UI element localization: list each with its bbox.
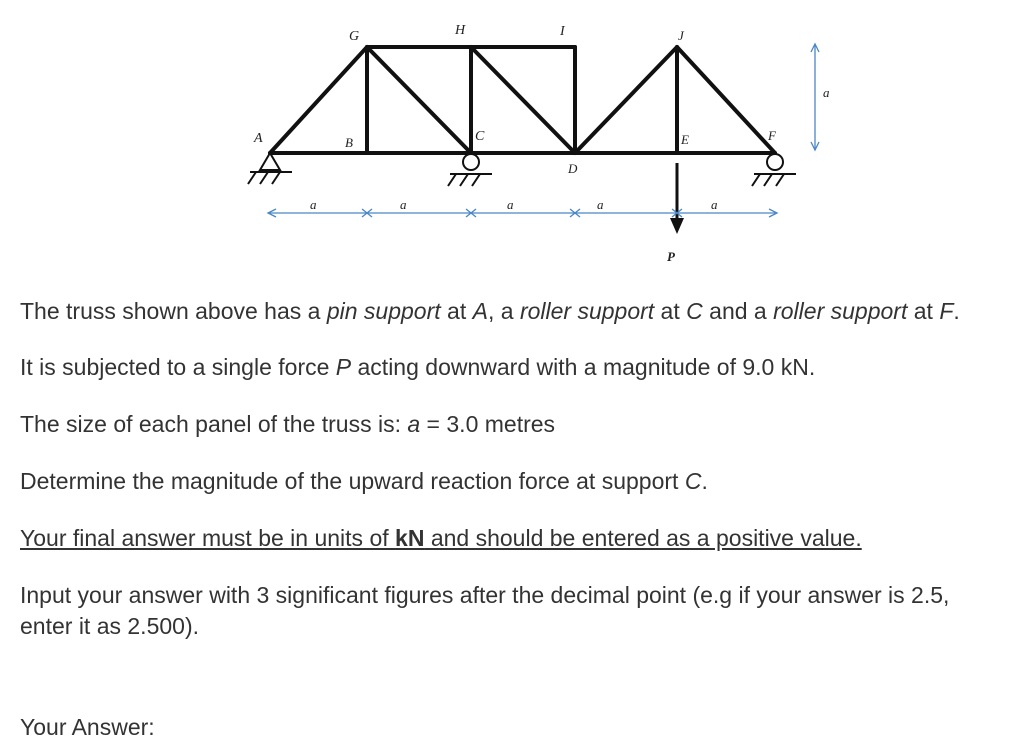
text-segment: and should be entered as a positive value. bbox=[424, 525, 862, 551]
load-arrow-p bbox=[670, 163, 684, 234]
text-segment: Your final answer must be in units of bbox=[20, 525, 396, 551]
node-label-h: H bbox=[455, 23, 466, 38]
node-label-i: I bbox=[560, 24, 565, 39]
text-segment: . bbox=[953, 298, 960, 324]
node-label-d: D bbox=[568, 161, 578, 176]
italic-term: roller support bbox=[773, 298, 908, 324]
text-segment: = 3.0 metres bbox=[420, 411, 556, 437]
paragraph-question bbox=[20, 466, 980, 497]
panel-label-4: a bbox=[597, 197, 604, 212]
panel-label-1: a bbox=[310, 197, 317, 212]
node-label-j: J bbox=[678, 28, 684, 43]
panel-dimension-arrows bbox=[268, 209, 777, 217]
italic-term: A bbox=[472, 298, 488, 324]
text-segment: The truss shown above has a bbox=[20, 298, 327, 324]
text-segment: It is subjected to a single force bbox=[20, 354, 336, 380]
italic-term: P bbox=[335, 354, 352, 380]
node-label-f: F bbox=[768, 128, 776, 143]
paragraph-force bbox=[20, 352, 980, 383]
node-label-a: A bbox=[254, 131, 263, 146]
height-dimension-arrow bbox=[811, 44, 819, 150]
paragraph-supports bbox=[20, 296, 980, 327]
panel-label-5: a bbox=[711, 197, 718, 212]
panel-label-2: a bbox=[400, 197, 407, 212]
text-segment: at bbox=[907, 298, 940, 324]
truss-diagram bbox=[0, 0, 1024, 280]
load-label: P bbox=[667, 249, 675, 264]
text-segment: The size of each panel of the truss is: bbox=[20, 411, 408, 437]
italic-term: F bbox=[939, 298, 954, 324]
roller-support-f bbox=[752, 154, 796, 186]
text-segment: Determine the magnitude of the upward reaction force at support bbox=[20, 468, 685, 494]
node-label-g: G bbox=[349, 29, 360, 44]
panel-label-3: a bbox=[507, 197, 514, 212]
answer-label: Your Answer: bbox=[20, 714, 155, 740]
problem-statement bbox=[20, 296, 980, 642]
text-segment: , a bbox=[487, 298, 520, 324]
paragraph-units-instruction bbox=[20, 523, 980, 554]
pin-support-a bbox=[248, 153, 292, 184]
italic-term: roller support bbox=[519, 298, 655, 324]
paragraph-panel-size bbox=[20, 409, 980, 440]
italic-term: C bbox=[684, 468, 702, 494]
text-segment: at bbox=[440, 298, 473, 324]
bold-term: kN bbox=[395, 525, 425, 551]
node-label-e: E bbox=[681, 132, 689, 147]
text-segment: at bbox=[654, 298, 687, 324]
italic-term: C bbox=[686, 298, 703, 324]
text-segment: . bbox=[701, 468, 708, 494]
paragraph-format-instruction: Input your answer with 3 significant figures after the decimal point (e.g if your answer is 2.5, enter it as 2.500). bbox=[20, 582, 950, 639]
node-label-c: C bbox=[475, 129, 485, 144]
italic-term: pin support bbox=[326, 298, 441, 324]
text-segment: and a bbox=[702, 298, 774, 324]
text-segment: acting downward with a magnitude of 9.0 kN. bbox=[351, 354, 816, 380]
roller-support-c bbox=[448, 154, 492, 186]
height-label: a bbox=[823, 85, 830, 100]
node-label-b: B bbox=[345, 135, 353, 150]
italic-term: a bbox=[407, 411, 421, 437]
